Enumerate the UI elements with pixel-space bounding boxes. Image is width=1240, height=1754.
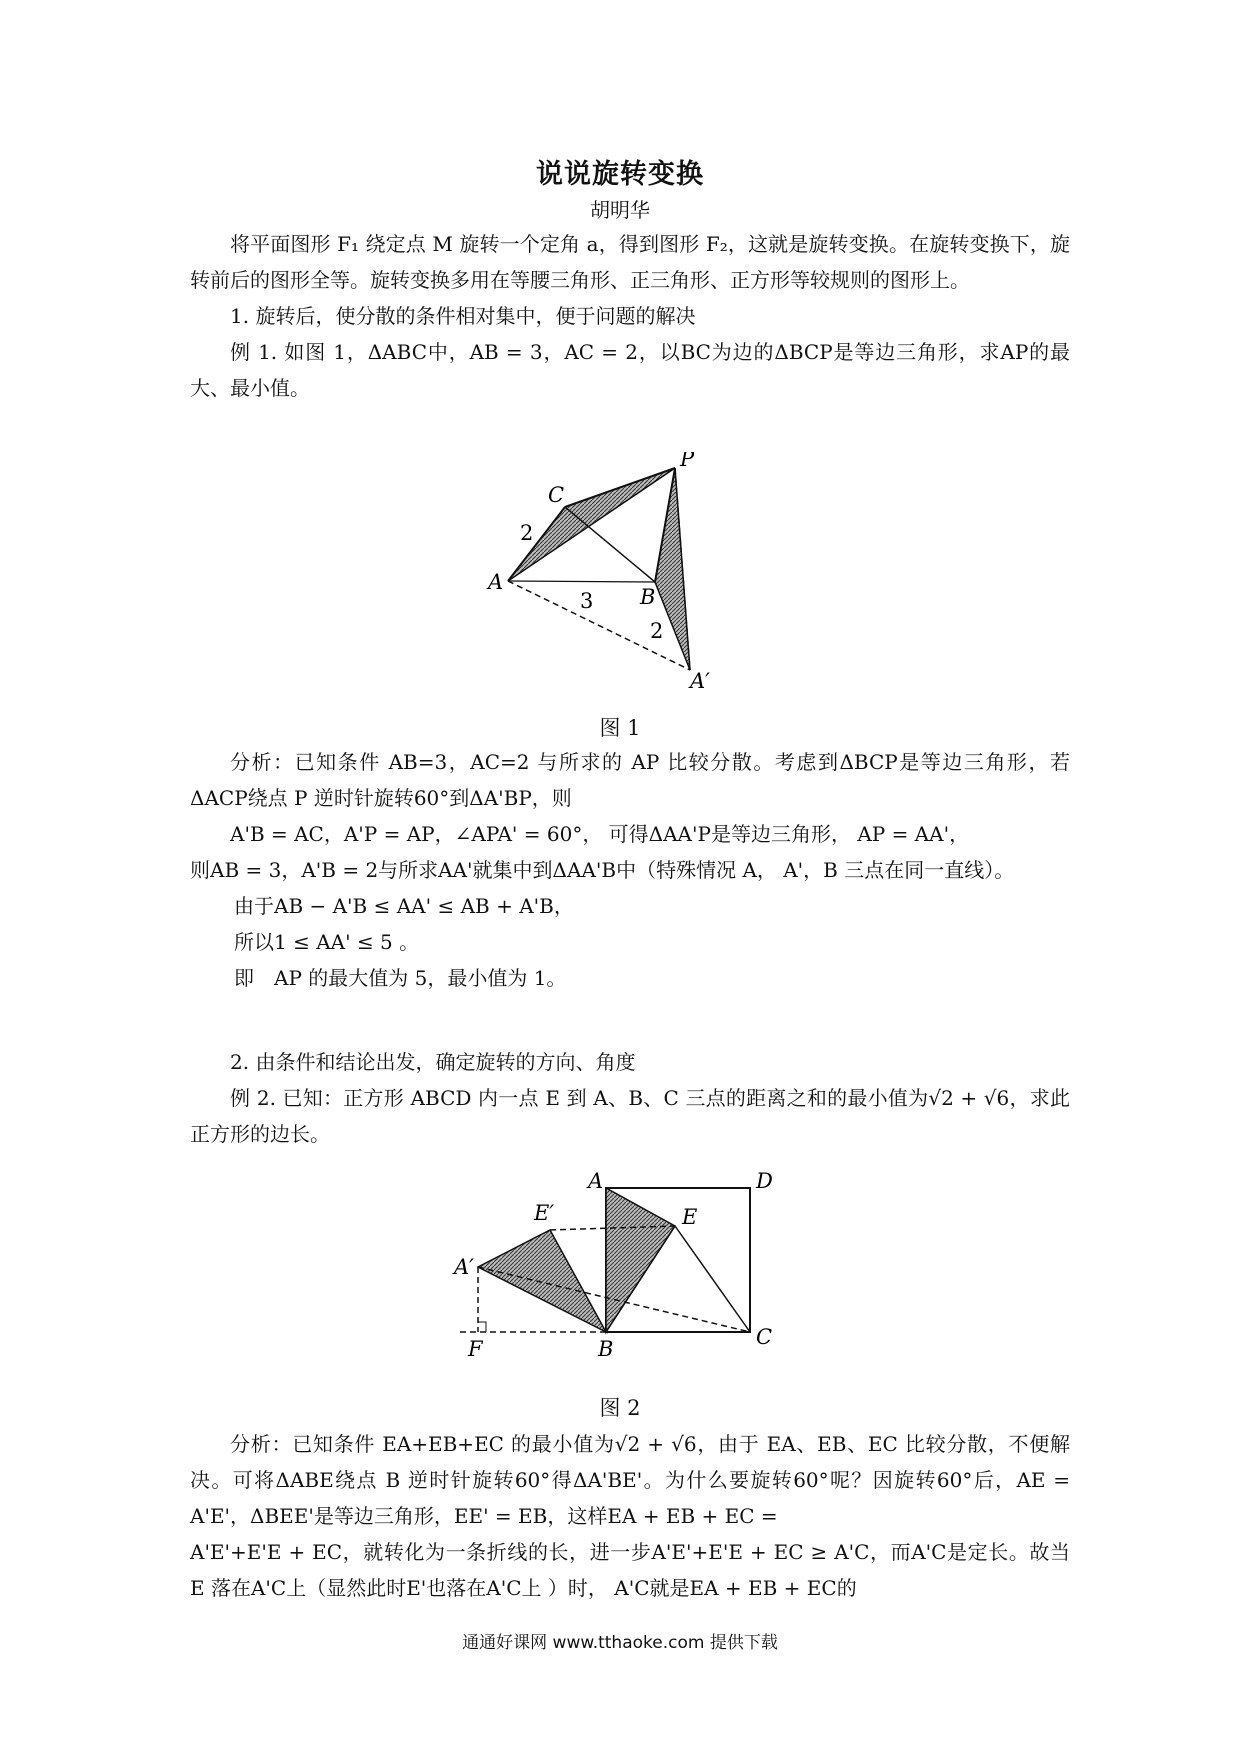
fig1-label-a: A	[488, 570, 504, 594]
fig1-label-p: P	[680, 452, 695, 471]
analysis2-para1: 分析：已知条件 EA+EB+EC 的最小值为√2 + √6，由于 EA、EB、EC 比较分散，不便解决。可将ΔABE绕点 B 逆时针旋转60°得ΔA'BE'。为什么要旋转60°呢？因旋转60°后，AE = A'E'，ΔBEE'是等边三角形，EE' = EB，这样EA + EB + EC =	[190, 1432, 1070, 1528]
triangle-abe-shaded	[606, 1188, 675, 1332]
fig1-label-a-prime: A′	[690, 669, 710, 693]
figure-2	[450, 1170, 800, 1370]
figure-1-caption: 图 1	[599, 716, 641, 740]
section2-block	[190, 1044, 1070, 1152]
analysis2-block	[190, 1426, 1070, 1606]
fig2-label-c: C	[756, 1325, 773, 1349]
section2-heading: 2. 由条件和结论出发，确定旋转的方向、角度	[230, 1050, 636, 1074]
author: 胡明华	[590, 198, 650, 222]
fig2-label-e-prime: E′	[534, 1201, 555, 1225]
fig2-label-b: B	[598, 1337, 614, 1361]
footer-credit: 通通好课网 www.tthaoke.com 提供下载	[462, 1633, 778, 1653]
fig2-label-f: F	[468, 1337, 483, 1361]
fig1-label-len-ac: 2	[520, 521, 534, 545]
analysis1-para4: 由于AB − A'B ≤ AA' ≤ AB + A'B，	[234, 894, 574, 918]
triangle-a-prime-be-prime-shaded	[478, 1230, 606, 1332]
example1-text: 例 1. 如图 1，ΔABC中，AB = 3，AC = 2，以BC为边的ΔBCP是等边三角形，求AP的最大、最小值。	[190, 340, 1070, 400]
analysis1-para3: 则AB = 3，A'B = 2与所求AA'就集中到ΔAA'B中（特殊情况 A， A'，B 三点在同一直线）。	[190, 858, 1015, 882]
fig2-label-a-prime: A′	[454, 1255, 474, 1279]
figure-2-caption: 图 2	[599, 1396, 641, 1420]
analysis1-para6: 即 AP 的最大值为 5，最小值为 1。	[234, 966, 567, 990]
fig1-label-len-ab: 3	[580, 589, 594, 613]
example2-text: 例 2. 已知：正方形 ABCD 内一点 E 到 A、B、C 三点的距离之和的最小值为√2 + √6，求此正方形的边长。	[190, 1086, 1070, 1146]
intro-paragraph: 将平面图形 F₁ 绕定点 M 旋转一个定角 a，得到图形 F₂，这就是旋转变换。在旋转变换下，旋转前后的图形全等。旋转变换多用在等腰三角形、正三角形、正方形等较规则的图形上。	[190, 232, 1070, 292]
analysis1-para5: 所以1 ≤ AA' ≤ 5 。	[234, 930, 420, 954]
fig1-label-len-ba-prime: 2	[650, 619, 664, 643]
analysis1-block	[190, 744, 1070, 996]
fig1-label-c: C	[548, 483, 565, 507]
figure-1	[480, 452, 740, 702]
fig2-label-d: D	[756, 1170, 773, 1193]
fig2-label-a: A	[588, 1170, 604, 1193]
section1-heading: 1. 旋转后，使分散的条件相对集中，便于问题的解决	[230, 304, 696, 328]
analysis1-para1: 分析：已知条件 AB=3，AC=2 与所求的 AP 比较分散。考虑到ΔBCP是等边三角形，若ΔACP绕点 P 逆时针旋转60°到ΔA'BP，则	[190, 750, 1070, 810]
page-title: 说说旋转变换	[536, 159, 704, 190]
intro-block	[190, 226, 1070, 406]
analysis1-para2: A'B = AC，A'P = AP，∠APA' = 60°， 可得ΔAA'P是等边三角形， AP = AA'，	[230, 822, 970, 846]
fig1-label-b: B	[640, 585, 656, 609]
fig2-label-e: E	[682, 1205, 698, 1229]
analysis2-para2: A'E'+E'E + EC，就转化为一条折线的长，进一步A'E'+E'E + EC ≥ A'C，而A'C是定长。故当 E 落在A'C上（显然此时E'也落在A'C上 ）时， A'C就是EA + EB + EC的	[190, 1540, 1070, 1600]
